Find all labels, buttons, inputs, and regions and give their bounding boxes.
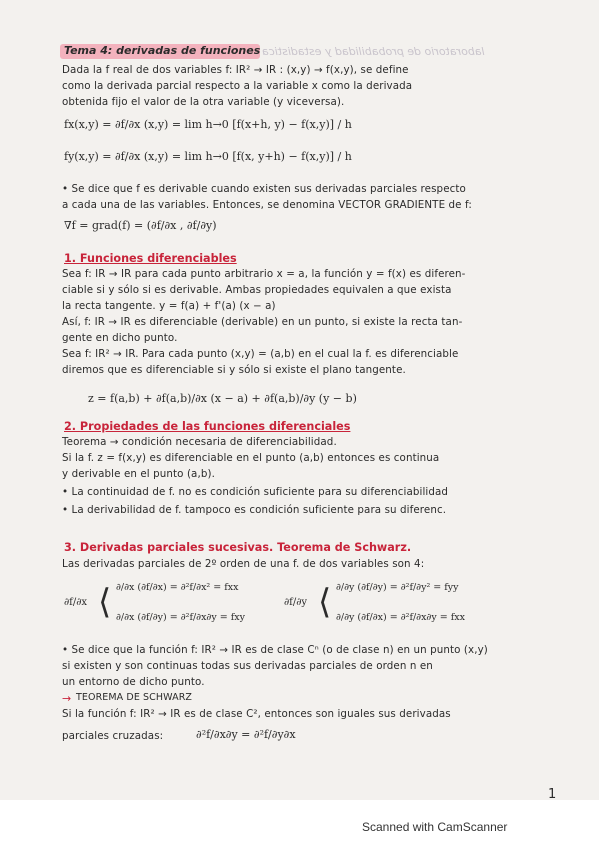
right-brace: ⟨	[318, 582, 332, 622]
gradient-line-1: • Se dice que f es derivable cuando existen sus derivadas parciales respecto	[62, 183, 466, 195]
tangent-plane-formula: z = f(a,b) + ∂f(a,b)/∂x (x − a) + ∂f(a,b)/∂y (y − b)	[88, 392, 357, 405]
class-line-2: si existen y son continuas todas sus derivadas parciales de orden n en	[62, 660, 433, 672]
class-line-1: • Se dice que la función f: IR² → IR es de clase Cⁿ (o de clase n) en un punto (x,y)	[62, 644, 488, 656]
section1-line-4: Así, f: IR → IR es diferenciable (derivable) en un punto, si existe la recta tan-	[62, 316, 463, 328]
section2-line-3: y derivable en el punto (a,b).	[62, 468, 215, 480]
schwarz-title: TEOREMA DE SCHWARZ	[76, 692, 193, 703]
second-derivatives-left-root: ∂f/∂x	[64, 597, 88, 608]
section3-heading: 3. Derivadas parciales sucesivas. Teorema de Schwarz.	[64, 541, 412, 554]
intro-line-1: Dada la f real de dos variables f: IR² → IR : (x,y) → f(x,y), se define	[62, 64, 409, 76]
section1-line-2: ciable si y sólo si es derivable. Ambas propiedades equivalen a que exista	[62, 284, 452, 296]
class-line-3: un entorno de dicho punto.	[62, 676, 205, 688]
section1-line-7: diremos que es diferenciable si y sólo si existe el plano tangente.	[62, 364, 406, 376]
partial-fx-formula: fx(x,y) = ∂f/∂x (x,y) = lim h→0 [f(x+h, y) − f(x,y)] / h	[64, 118, 352, 131]
section1-line-6: Sea f: IR² → IR. Para cada punto (x,y) = (a,b) en el cual la f. es diferenciable	[62, 348, 459, 360]
intro-line-3: obtenida fijo el valor de la otra variable (y viceversa).	[62, 96, 345, 108]
schwarz-arrow-icon: →	[62, 692, 72, 705]
schwarz-formula: ∂²f/∂x∂y = ∂²f/∂y∂x	[196, 728, 296, 741]
schwarz-line-1: Si la función f: IR² → IR es de clase C², entonces son iguales sus derivadas	[62, 708, 451, 720]
schwarz-line-2: parciales cruzadas:	[62, 730, 164, 742]
left-brace: ⟨	[98, 582, 112, 622]
section2-line-5: • La derivabilidad de f. tampoco es condición suficiente para su diferenc.	[62, 504, 447, 516]
section1-line-1: Sea f: IR → IR para cada punto arbitrario x = a, la función y = f(x) es diferen-	[62, 268, 466, 280]
section1-line-5: gente en dicho punto.	[62, 332, 178, 344]
partial-fy-formula: fy(x,y) = ∂f/∂x (x,y) = lim h→0 [f(x, y+h) − f(x,y)] / h	[64, 150, 352, 163]
bleed-through-text: laboratorio de probabilidad y estadistica	[262, 45, 485, 58]
second-derivatives-right-root: ∂f/∂y	[284, 597, 308, 608]
section1-line-3: la recta tangente. y = f(a) + f'(a) (x − a)	[62, 300, 276, 312]
section2-line-4: • La continuidad de f. no es condición suficiente para su diferenciabilidad	[62, 486, 449, 498]
section3-line-1: Las derivadas parciales de 2º orden de una f. de dos variables son 4:	[62, 558, 425, 570]
section1-heading: 1. Funciones diferenciables	[64, 252, 237, 265]
section2-line-2: Si la f. z = f(x,y) es diferenciable en el punto (a,b) entonces es continua	[62, 452, 440, 464]
gradient-formula: ∇f = grad(f) = (∂f/∂x , ∂f/∂y)	[64, 219, 217, 232]
page-title: Tema 4: derivadas de funciones	[64, 44, 261, 57]
second-derivative-yx: ∂/∂y (∂f/∂x) = ∂²f/∂x∂y = fxx	[336, 612, 465, 623]
section2-line-1: Teorema → condición necesaria de diferenciabilidad.	[62, 436, 337, 448]
scanner-watermark: Scanned with CamScanner	[362, 820, 508, 834]
gradient-line-2: a cada una de las variables. Entonces, se denomina VECTOR GRADIENTE de f:	[62, 199, 472, 211]
second-derivative-xx: ∂/∂x (∂f/∂x) = ∂²f/∂x² = fxx	[116, 582, 239, 593]
intro-line-2: como la derivada parcial respecto a la variable x como la derivada	[62, 80, 413, 92]
second-derivative-yy: ∂/∂y (∂f/∂y) = ∂²f/∂y² = fyy	[336, 582, 459, 593]
page-number: 1	[548, 787, 557, 802]
second-derivative-xy: ∂/∂x (∂f/∂y) = ∂²f/∂x∂y = fxy	[116, 612, 245, 623]
section2-heading: 2. Propiedades de las funciones diferenciales	[64, 420, 351, 433]
